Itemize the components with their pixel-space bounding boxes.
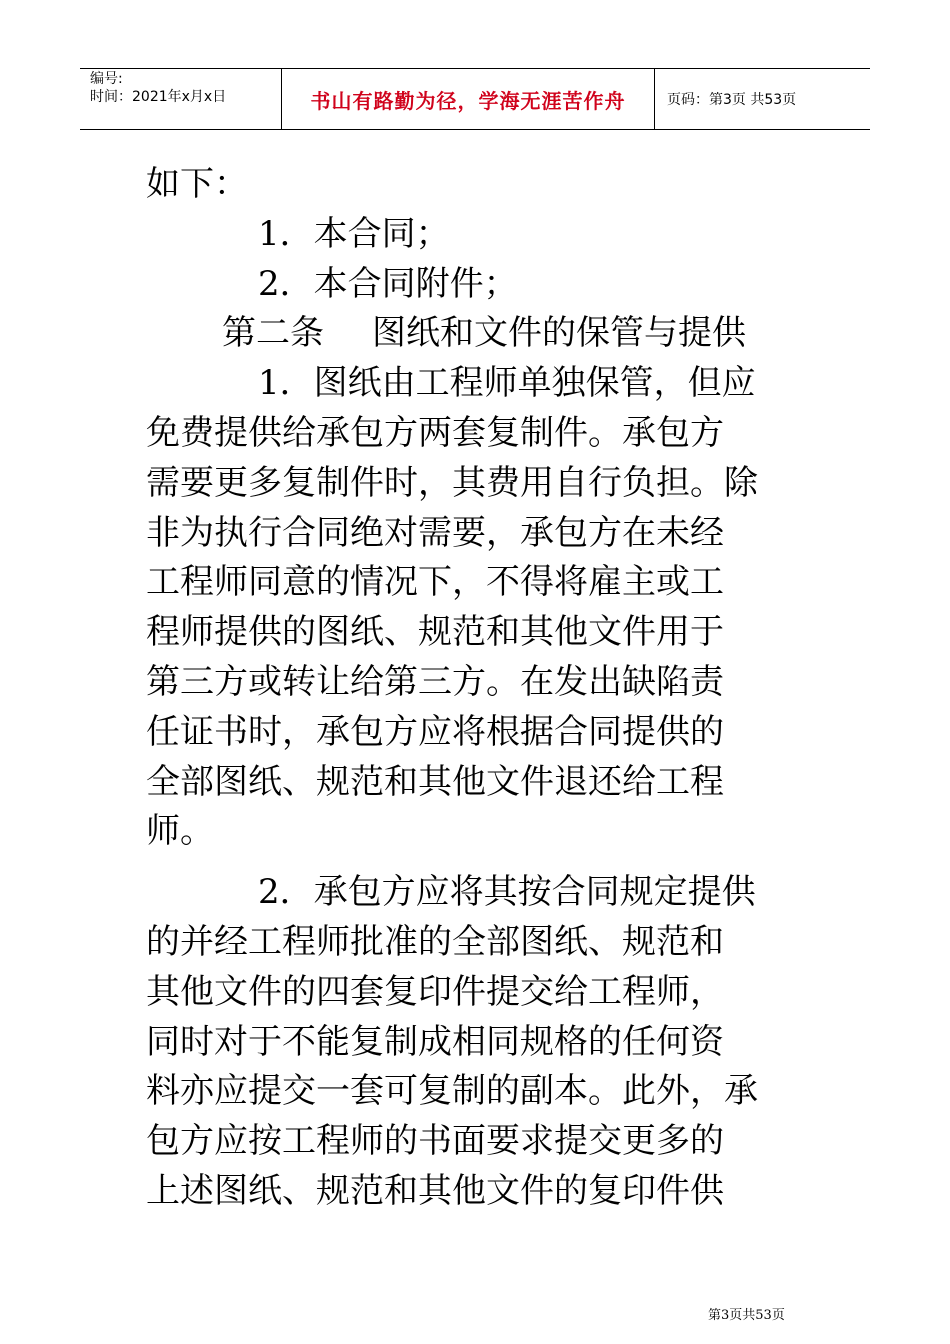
article-title: 图纸和文件的保管与提供 bbox=[372, 313, 746, 354]
list-item-1: 1．本合同； bbox=[258, 213, 450, 254]
article-number: 第二条 bbox=[222, 313, 324, 354]
paragraph-1-line: 全部图纸、规范和其他文件退还给工程 bbox=[146, 761, 724, 802]
list-item-2: 2．本合同附件； bbox=[258, 263, 518, 304]
paragraph-1-line: 免费提供给承包方两套复制件。承包方 bbox=[146, 412, 724, 453]
document-number-label: 编号: bbox=[90, 71, 123, 87]
page-header bbox=[80, 68, 870, 130]
article-heading bbox=[146, 309, 810, 359]
paragraph-2-line: 2．承包方应将其按合同规定提供 bbox=[258, 872, 756, 913]
paragraph-1-line: 工程师同意的情况下，不得将雇主或工 bbox=[146, 562, 724, 603]
paragraph-1-line: 第三方或转让给第三方。在发出缺陷责 bbox=[146, 661, 724, 702]
paragraph-2-line: 料亦应提交一套可复制的副本。此外，承 bbox=[146, 1071, 758, 1112]
paragraph-2-line: 上述图纸、规范和其他文件的复印件供 bbox=[146, 1170, 724, 1211]
header-meta-cell bbox=[80, 69, 282, 129]
paragraph-2-line: 其他文件的四套复印件提交给工程师， bbox=[146, 971, 724, 1012]
paragraph-1-line: 程师提供的图纸、规范和其他文件用于 bbox=[146, 612, 724, 653]
document-body bbox=[146, 160, 810, 1217]
paragraph-2-line: 的并经工程师批准的全部图纸、规范和 bbox=[146, 921, 724, 962]
paragraph-2-line: 包方应按工程师的书面要求提交更多的 bbox=[146, 1121, 724, 1162]
paragraph-1-line: 需要更多复制件时，其费用自行负担。除 bbox=[146, 462, 758, 503]
document-time-label: 时间：2021年x月x日 bbox=[90, 89, 227, 105]
paragraph-2-line: 同时对于不能复制成相同规格的任何资 bbox=[146, 1021, 724, 1062]
intro-line: 如下： bbox=[146, 164, 248, 204]
paragraph-1-line: 任证书时，承包方应将根据合同提供的 bbox=[146, 711, 724, 752]
paragraph-1-line: 非为执行合同绝对需要，承包方在未经 bbox=[146, 512, 724, 553]
paragraph-1-line: 师。 bbox=[146, 811, 214, 852]
header-page-number: 页码：第3页 共53页 bbox=[667, 92, 797, 108]
page-footer: 第3页共53页 bbox=[708, 1308, 785, 1323]
paragraph-1-line: 1．图纸由工程师单独保管，但应 bbox=[258, 363, 756, 404]
header-motto: 书山有路勤为径，学海无涯苦作舟 bbox=[282, 69, 655, 129]
